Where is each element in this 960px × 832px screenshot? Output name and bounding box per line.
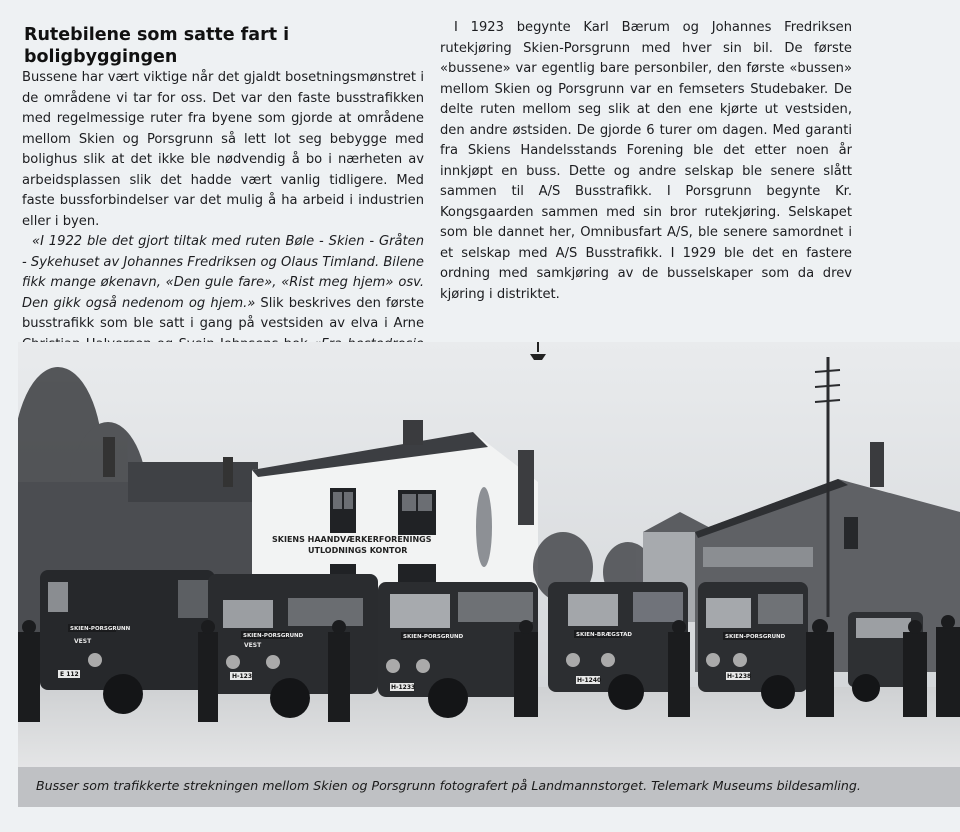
plate-4: H-1240 [577, 677, 602, 684]
photo-caption: Busser som trafikkerte strekningen mellom Skien og Porsgrunn fotografert på Landmannstorget. Telemark Museums bildesamling. [36, 778, 861, 793]
building-sign-line2: UTLODNINGS KONTOR [308, 546, 408, 555]
bus-4 [548, 582, 688, 710]
bus-destination-1: VEST [74, 638, 92, 645]
book-quote: «I 1922 ble det gjort tiltak med ruten Bøle - Skien - Gråten - Sykehuset av Johannes Fredriksen og Olaus Timland. Bilene fikk mange økenavn, «Den gule fare», «Rist meg hjem» osv. Den gikk også nedenom og hjem.» [22, 234, 424, 311]
route-sign-1: SKIEN-PORSGRUNN [70, 626, 131, 632]
left-column [22, 18, 424, 376]
route-sign-4: SKIEN-BRÆGSTAD [576, 632, 632, 638]
plate-2: H-123 [232, 673, 253, 680]
bus-5 [698, 582, 808, 709]
plate-5: H-1238 [727, 673, 752, 680]
right-column [440, 18, 852, 305]
history-paragraph: I 1923 begynte Karl Bærum og Johannes Fredriksen rutekjøring Skien-Porsgrunn med hver sin bil. De første «bussene» var egentlig bare personbiler, den første «bussen» mellom Skien og Porsgrunn var en femseters Studebaker. De delte ruten mellom seg slik at den ene kjørte ut vestsiden, den andre østsiden. De gjorde 6 turer om dagen. Med garanti fra Skiens Handelsstands Forening ble det etter noen år innkjøpt en buss. Dette og andre selskap ble senere slått sammen til A/S Busstrafikk. I Porsgrunn begynte Kr. Kongsgaarden sammen med sin bror rutekjøring. Selskapet som ble dannet her, Omnibusfart A/S, ble senere samordnet i et selskap med A/S Busstrafikk. I 1929 ble det en fastere ordning med samkjøring av de busselskaper som da drev kjøring i distriktet. [440, 20, 852, 302]
plate-3: H-1233 [391, 684, 416, 691]
quote-attribution: Slik beskrives den første busstrafikk som ble satt i gang på vestsiden av elva i Arne [22, 295, 424, 331]
plate-1: E 112 [60, 671, 79, 678]
route-sign-2: SKIEN-PORSGRUND [243, 633, 304, 639]
route-sign-3: SKIEN-PORSGRUND [403, 634, 464, 640]
building-sign-line1: SKIENS HAANDVÆRKERFORENINGS [272, 535, 432, 544]
bus-destination-2: VEST [244, 642, 262, 649]
article-headline: Rutebilene som satte fart i boligbyggingen [24, 25, 290, 67]
route-sign-5: SKIEN-PORSGRUND [725, 634, 786, 640]
historic-bus-photo [18, 342, 960, 767]
intro-paragraph: Bussene har vært viktige når det gjaldt bosetningsmønstret i de områdene vi tar for oss. Det var den faste busstrafikken med regelmessige ruter fra byene som gjorde at områdene mellom Skien og Porsgrunn så lett lot seg bebygge med bolighus slik at det ikke ble nødvendig å bo i nærheten av arbeidsplassen slik det hadde vært vanlig tidligere. Med faste bussforbindelser var det mulig å ha arbeid i industrien eller i byen. [22, 70, 424, 229]
